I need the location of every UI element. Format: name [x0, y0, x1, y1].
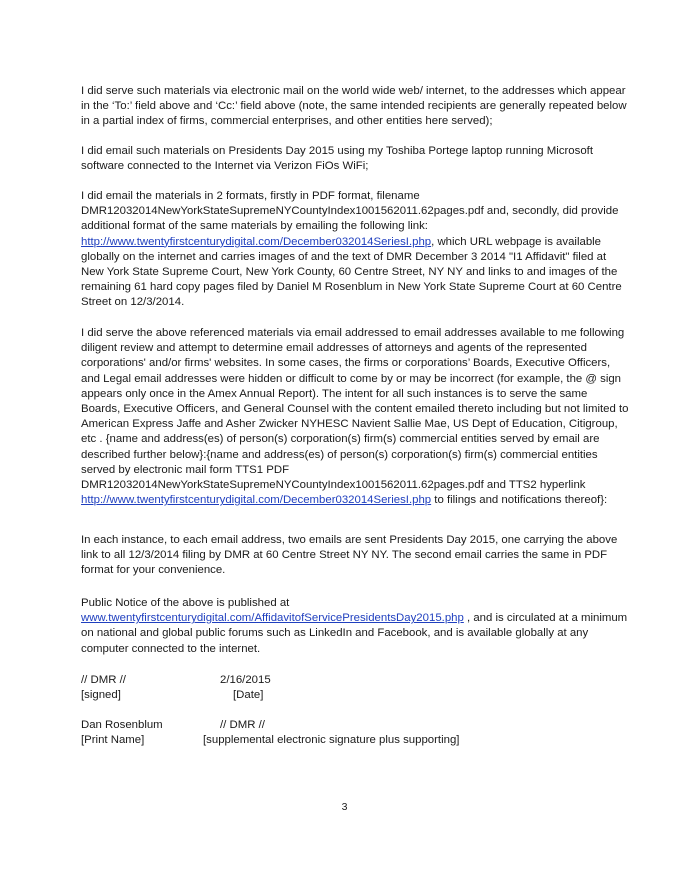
paragraph-recipients [81, 326, 629, 508]
electronic-signature-mark: // DMR // [220, 719, 265, 731]
series-link[interactable]: http://www.twentyfirstcenturydigital.com/December032014SeriesI.php [81, 235, 432, 248]
signed-label: [signed] [81, 689, 121, 701]
paragraph-public-notice-text-after: , and is circulated at a minimum on national and global public forums such as LinkedIn and Facebook, and is available globally at any computer connected to the internet. [81, 612, 628, 655]
series-link-2[interactable]: http://www.twentyfirstcenturydigital.com/December032014SeriesI.php [81, 494, 432, 507]
paragraph-formats-text-after: , which URL webpage is available globally on the internet and carries images of and the text of DMR December 3 2014 "I1 Affidavit" filed at New York State Supreme Court, New York County, 60 Centre Street, NY NY and links to and images of the remaining 61 hard copy pages filed by Daniel M Rosenblum in New York State Supreme Court at 60 Centre Street on 12/3/2014. [81, 235, 622, 309]
paragraph-recipients-text: I did serve the above referenced materials via email addressed to email addresses available to me following diligent review and attempt to determine email addresses of attorneys and agents of the represented corporations' and/or firms' websites. In some cases, the firms or corporations’ Boards, Executive Officers, and Legal email addresses were hidden or difficult to come by or may be incorrect (for example, the @ sign appears only once in the Amex Annual Report). The intent for all such instances is to serve the same Boards, Executive Officers, and General Counsel with the content emailed thereto including but not limited to American Express Jaffe and Asher Zwicker NYHESC Navient Sallie Mae, US Dept of Education, Citigroup, etc . {name and address(es) of person(s) corporation(s) firm(s) commercial entities served by email are described further below}:{name and address(es) of person(s) corporation(s) firm(s) commercial entities served by electronic mail form TTS1 PDF DMR12032014NewYorkStateSupremeNYCountyIndex1001562011.62pages.pdf and TTS2 hyperlink [81, 327, 629, 492]
printed-name: Dan Rosenblum [81, 719, 163, 731]
affidavit-link[interactable]: www.twentyfirstcenturydigital.com/AffidavitofServicePresidentsDay2015.php [81, 612, 464, 625]
date-label: [Date] [233, 689, 264, 701]
supplemental-signature-label: [supplemental electronic signature plus supporting] [203, 734, 460, 746]
print-name-label: [Print Name] [81, 734, 145, 746]
signature-date: 2/16/2015 [220, 674, 271, 686]
paragraph-recipients-text-after: to filings and notifications thereof}: [431, 494, 608, 507]
signature-mark: // DMR // [81, 674, 126, 686]
paragraph-formats-text: I did email the materials in 2 formats, firstly in PDF format, filename DMR12032014NewYorkStateSupremeNYCountyIndex1001562011.62pages.pdf and, secondly, did provide additional format of the same materials by emailing the following link: [81, 190, 619, 233]
paragraph-formats [81, 189, 629, 311]
paragraph-device: I did email such materials on Presidents Day 2015 using my Toshiba Portege laptop running Microsoft software connected to the Internet via Verizon FiOs WiFi; [81, 145, 594, 173]
paragraph-service-method: I did serve such materials via electronic mail on the world wide web/ internet, to the addresses which appear in the ‘To:’ field above and ‘Cc:’ field above (note, the same intended recipients are generally repeated below in a partial index of firms, commercial enterprises, and other entities here served); [81, 85, 627, 128]
paragraph-public-notice [81, 596, 629, 657]
paragraph-public-notice-text: Public Notice of the above is published at [81, 597, 290, 609]
page-number: 3 [341, 801, 348, 813]
paragraph-instances: In each instance, to each email address, two emails are sent Presidents Day 2015, one carrying the above link to all 12/3/2014 filing by DMR at 60 Centre Street NY NY. The second email carries the same in PDF format for your convenience. [81, 534, 618, 577]
